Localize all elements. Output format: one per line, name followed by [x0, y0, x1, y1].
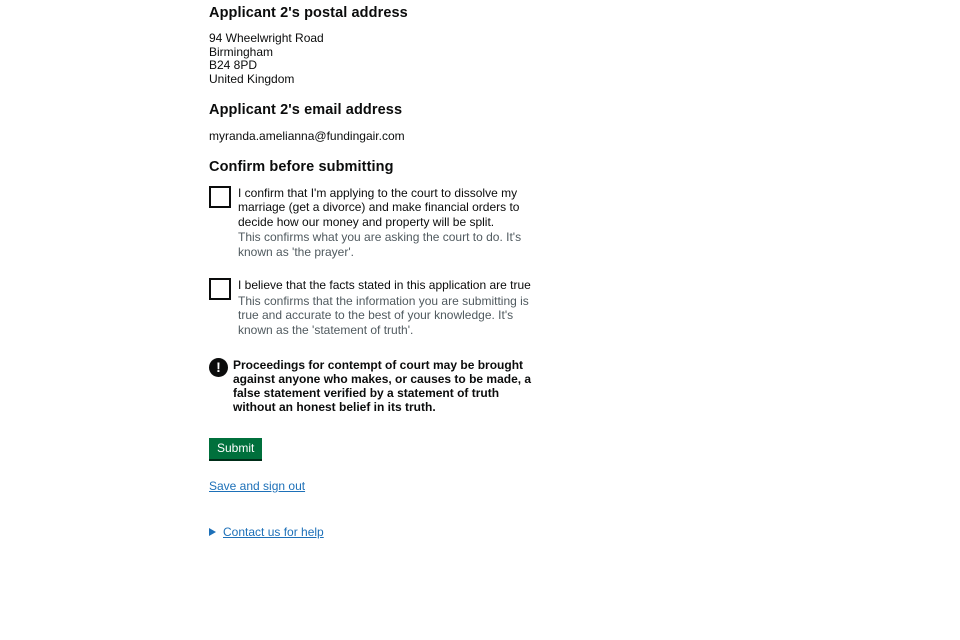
confirm-prayer-texts: [238, 186, 545, 260]
statement-of-truth-checkbox[interactable]: [209, 278, 231, 300]
email-address-value: myranda.amelianna@fundingair.com: [209, 129, 405, 143]
address-line: 94 Wheelwright Road: [209, 31, 324, 45]
submit-button[interactable]: Submit: [209, 438, 262, 459]
contact-help-details: [209, 525, 549, 539]
save-link-row: [209, 477, 549, 495]
confirm-prayer-checkbox-row: [209, 186, 549, 260]
contact-us-for-help-link[interactable]: Contact us for help: [223, 525, 324, 539]
address-line: B24 8PD: [209, 58, 258, 72]
confirm-prayer-label[interactable]: I confirm that I'm applying to the court to dissolve my marriage (get a divorce) and make financial orders to decide how our money and property will be split.: [238, 185, 520, 229]
statement-of-truth-texts: [238, 278, 545, 337]
postal-address-value: [209, 32, 549, 86]
main-content: [209, 6, 549, 539]
details-arrow-icon: [209, 528, 216, 536]
confirm-prayer-checkbox[interactable]: [209, 186, 231, 208]
confirm-prayer-hint: This confirms what you are asking the court to do. It's known as 'the prayer'.: [238, 230, 522, 259]
email-address-heading: Applicant 2's email address: [209, 102, 403, 118]
save-and-sign-out-link[interactable]: Save and sign out: [209, 479, 306, 493]
exclamation-icon: [209, 358, 228, 377]
warning-notice: [209, 358, 549, 414]
confirm-heading: Confirm before submitting: [209, 158, 394, 175]
warning-text: Proceedings for contempt of court may be brought against anyone who makes, or causes to be made, a false statement verified by a statement of truth without an honest belief in its truth.: [233, 358, 532, 414]
statement-of-truth-hint: This confirms that the information you are submitting is true and accurate to the best of your knowledge. It's known as the 'statement of truth'.: [238, 293, 529, 337]
address-line: Birmingham: [209, 44, 274, 59]
address-line: United Kingdom: [209, 71, 295, 86]
statement-of-truth-checkbox-row: [209, 278, 549, 337]
postal-address-heading: Applicant 2's postal address: [209, 5, 408, 21]
statement-of-truth-label[interactable]: I believe that the facts stated in this application are true: [238, 278, 531, 292]
